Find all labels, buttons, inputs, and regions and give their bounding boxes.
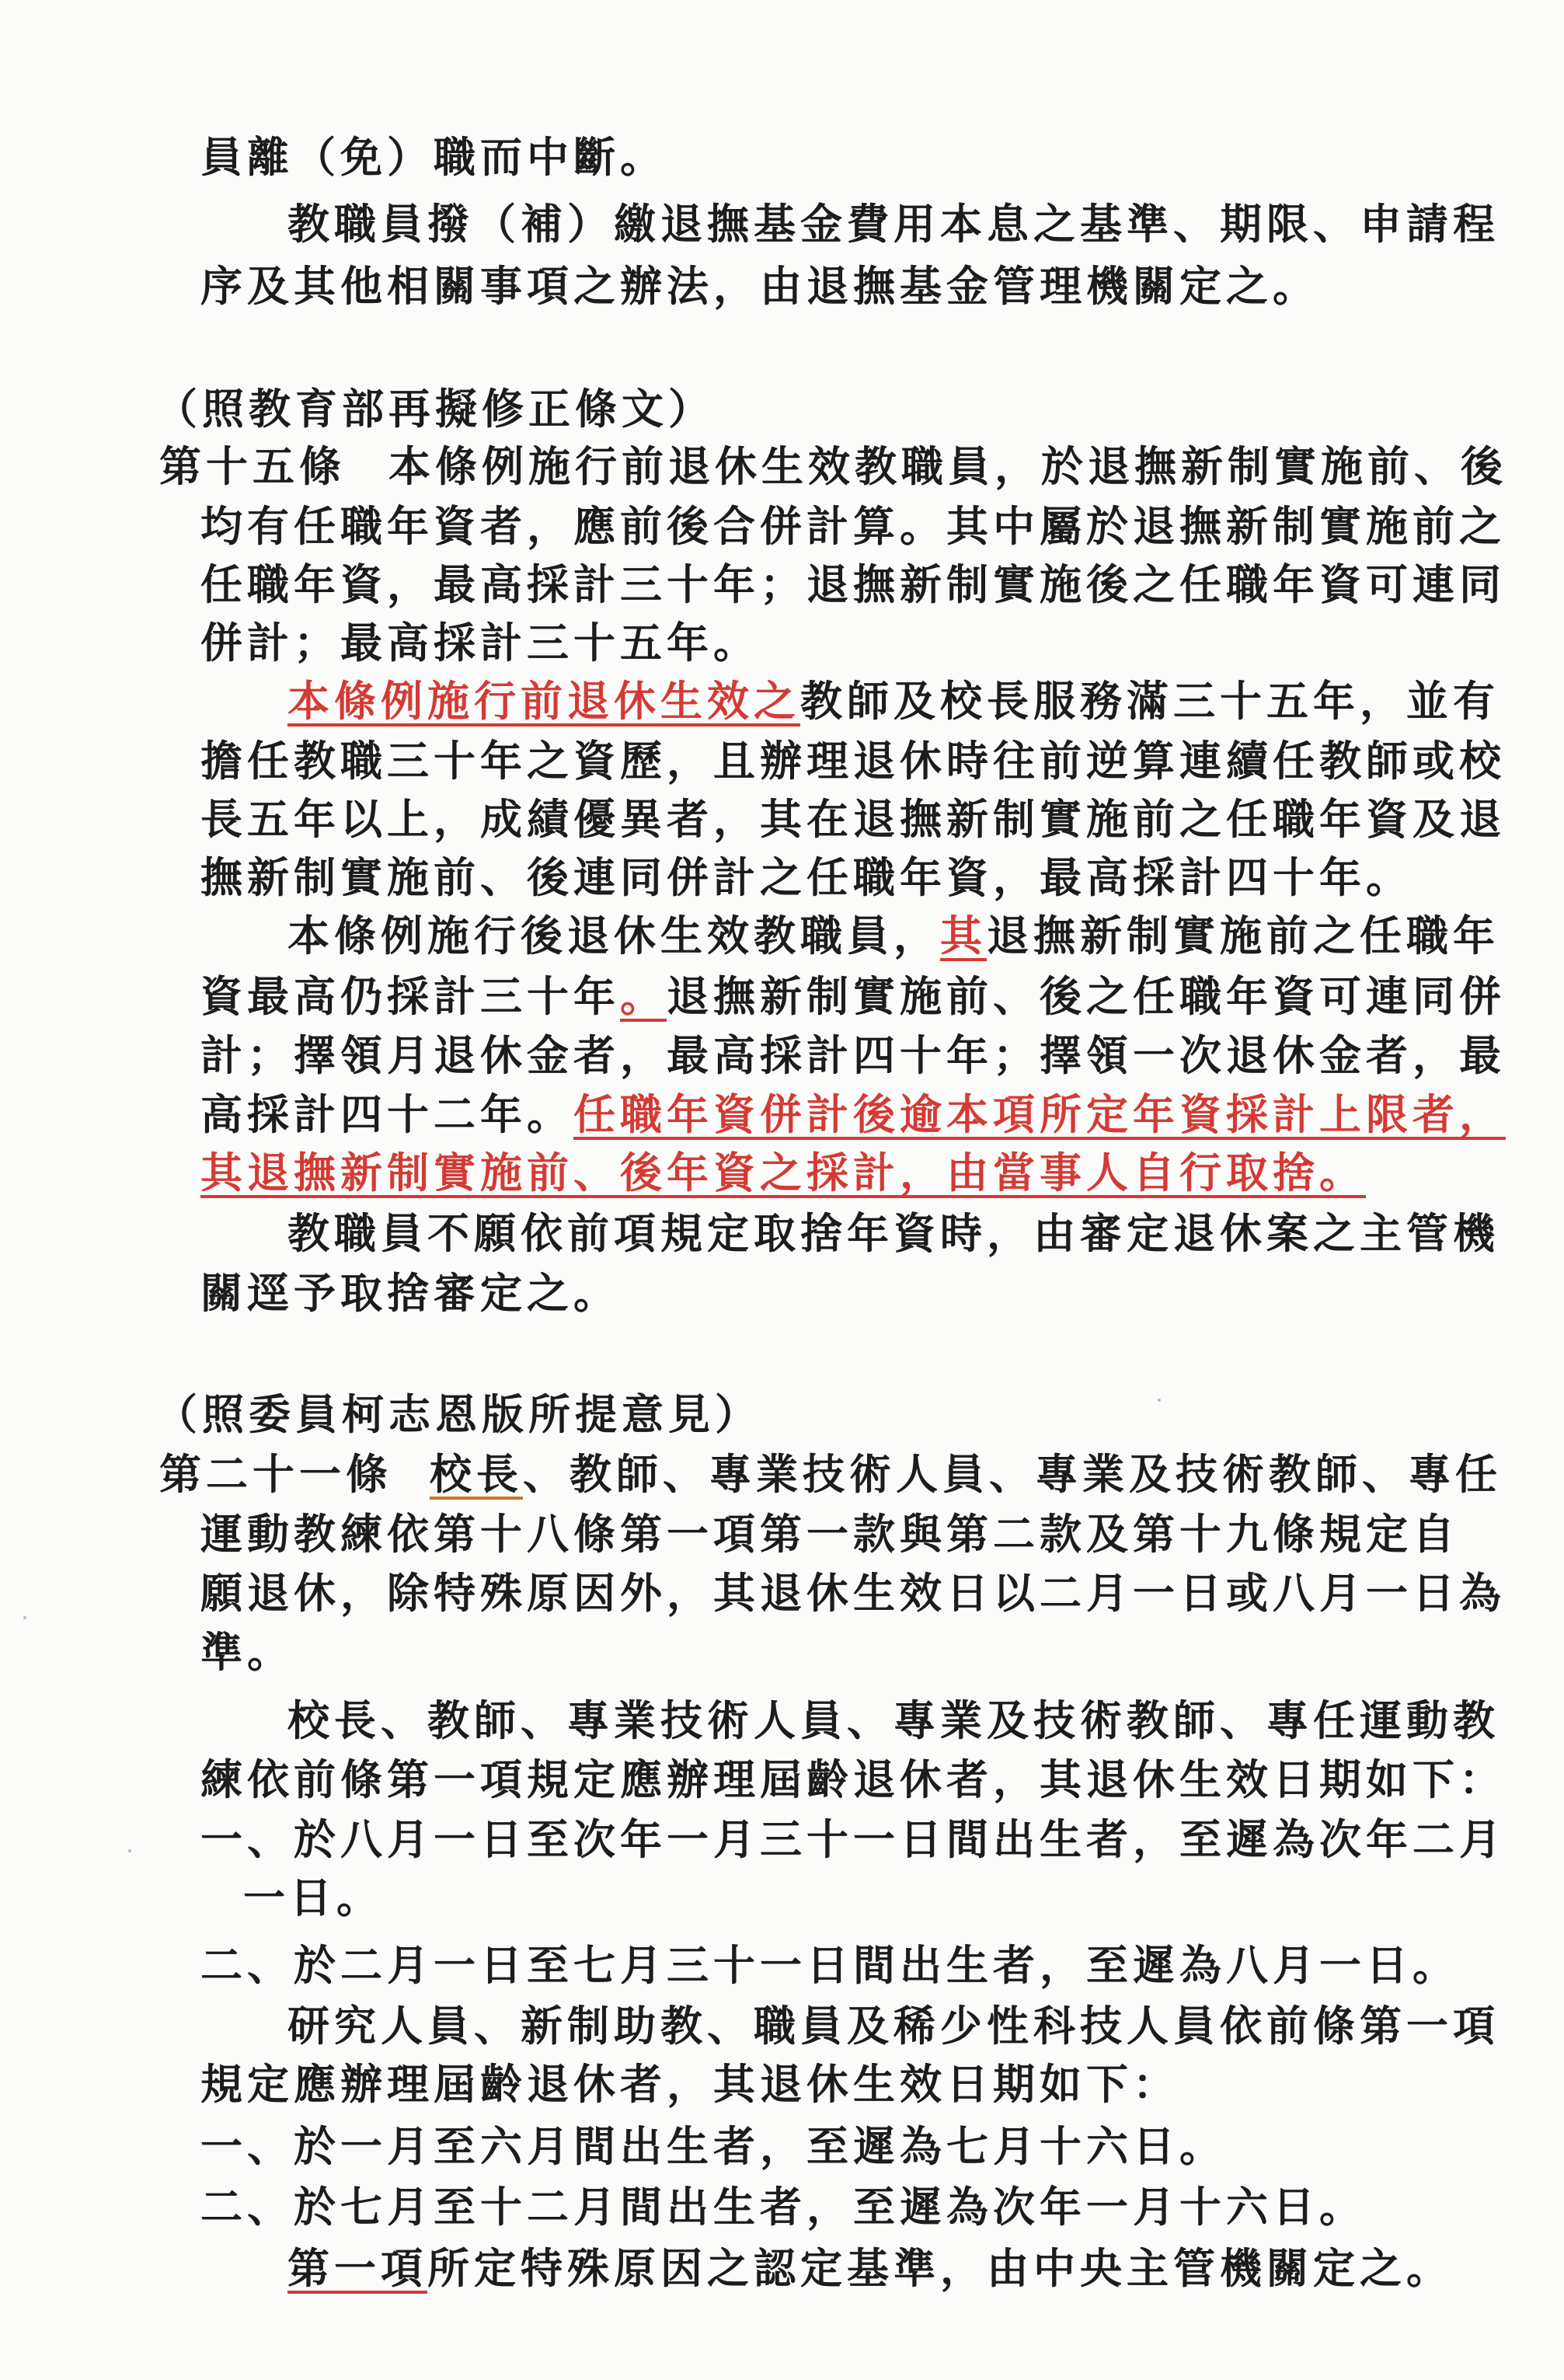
text-line: 教職員撥（補）繳退撫基金費用本息之基準、期限、申請程	[287, 199, 1500, 249]
scan-speck	[128, 1849, 131, 1852]
text-line	[200, 1148, 1366, 1197]
text-line: 規定應辦理屆齡退休者，其退休生效日期如下：	[200, 2059, 1179, 2109]
text-span: 退撫新制實施前、後之任職年資可連同併	[667, 971, 1506, 1021]
text-line	[287, 676, 1500, 726]
text-span: 本條例施行後退休生效教職員，	[287, 911, 940, 960]
list-item: 一、於八月一日至次年一月三十一日間出生者，至遲為次年二月	[200, 1814, 1506, 1864]
text-line: 序及其他相關事項之辦法，由退撫基金管理機關定之。	[200, 261, 1319, 311]
text-line	[287, 2243, 1453, 2293]
amended-text: 任職年資併計後逾本項所定年資採計上限者，	[573, 1089, 1506, 1139]
text-span: 高採計四十二年。	[200, 1089, 573, 1139]
scan-speck	[23, 1616, 26, 1619]
text-line	[200, 971, 1506, 1021]
text-line: 校長、教師、專業技術人員、專業及技術教師、專任運動教	[287, 1695, 1500, 1745]
scan-speck	[1158, 1399, 1161, 1402]
text-line	[200, 1089, 1506, 1139]
section-heading: （照委員柯志恩版所提意見）	[155, 1389, 761, 1439]
text-line: 本條例施行前退休生效教職員，於退撫新制實施前、後	[388, 441, 1507, 491]
amended-text: 校長	[430, 1449, 523, 1499]
text-line: 併計；最高採計三十五年。	[200, 618, 760, 667]
text-line	[287, 911, 1500, 960]
amended-text: 其退撫新制實施前、後年資之採計，由當事人自行取捨。	[200, 1148, 1366, 1197]
article-number: 第二十一條	[159, 1449, 392, 1499]
text-line: 計；擇領月退休金者，最高採計四十年；擇領一次退休金者，最	[200, 1030, 1506, 1080]
text-line: 任職年資，最高採計三十年；退撫新制實施後之任職年資可連同	[200, 559, 1506, 609]
amended-text: 本條例施行前退休生效之	[287, 676, 800, 726]
text-line: 教職員不願依前項規定取捨年資時，由審定退休案之主管機	[287, 1208, 1500, 1258]
text-line	[430, 1449, 1502, 1499]
text-span: 所定特殊原因之認定基準，由中央主管機關定之。	[427, 2243, 1453, 2293]
text-span: 資最高仍採計三十年	[200, 971, 620, 1021]
text-span: 退撫新制實施前之任職年	[987, 911, 1500, 960]
section-heading: （照教育部再擬修正條文）	[155, 384, 715, 434]
text-line: 擔任教職三十年之資歷，且辦理退休時往前逆算連續任教師或校	[200, 736, 1506, 786]
list-item: 二、於七月至十二月間出生者，至遲為次年一月十六日。	[200, 2182, 1366, 2232]
amended-text: 。	[620, 971, 667, 1021]
text-line: 願退休，除特殊原因外，其退休生效日以二月一日或八月一日為	[200, 1568, 1506, 1618]
text-line: 運動教練依第十八條第一項第一款與第二款及第十九條規定自	[200, 1509, 1459, 1559]
text-line: 撫新制實施前、後連同併計之任職年資，最高採計四十年。	[200, 852, 1412, 902]
text-line: 一日。	[243, 1873, 383, 1922]
text-line: 練依前條第一項規定應辦理屆齡退休者，其退休生效日期如下：	[200, 1755, 1506, 1804]
amended-text: 其	[940, 911, 987, 960]
text-line: 研究人員、新制助教、職員及稀少性科技人員依前條第一項	[287, 2001, 1500, 2051]
text-span: 、教師、專業技術人員、專業及技術教師、專任	[523, 1449, 1502, 1499]
text-line: 關逕予取捨審定之。	[200, 1268, 620, 1318]
text-line: 均有任職年資者，應前後合併計算。其中屬於退撫新制實施前之	[200, 501, 1506, 551]
amended-text: 第一項	[287, 2243, 427, 2293]
article-number: 第十五條	[159, 441, 346, 491]
text-line: 長五年以上，成績優異者，其在退撫新制實施前之任職年資及退	[200, 794, 1506, 844]
list-item: 一、於一月至六月間出生者，至遲為七月十六日。	[200, 2121, 1226, 2171]
text-line: 準。	[200, 1627, 294, 1677]
text-line: 員離（免）職而中斷。	[200, 132, 667, 182]
list-item: 二、於二月一日至七月三十一日間出生者，至遲為八月一日。	[200, 1940, 1459, 1990]
text-span: 教師及校長服務滿三十五年，並有	[800, 676, 1500, 726]
